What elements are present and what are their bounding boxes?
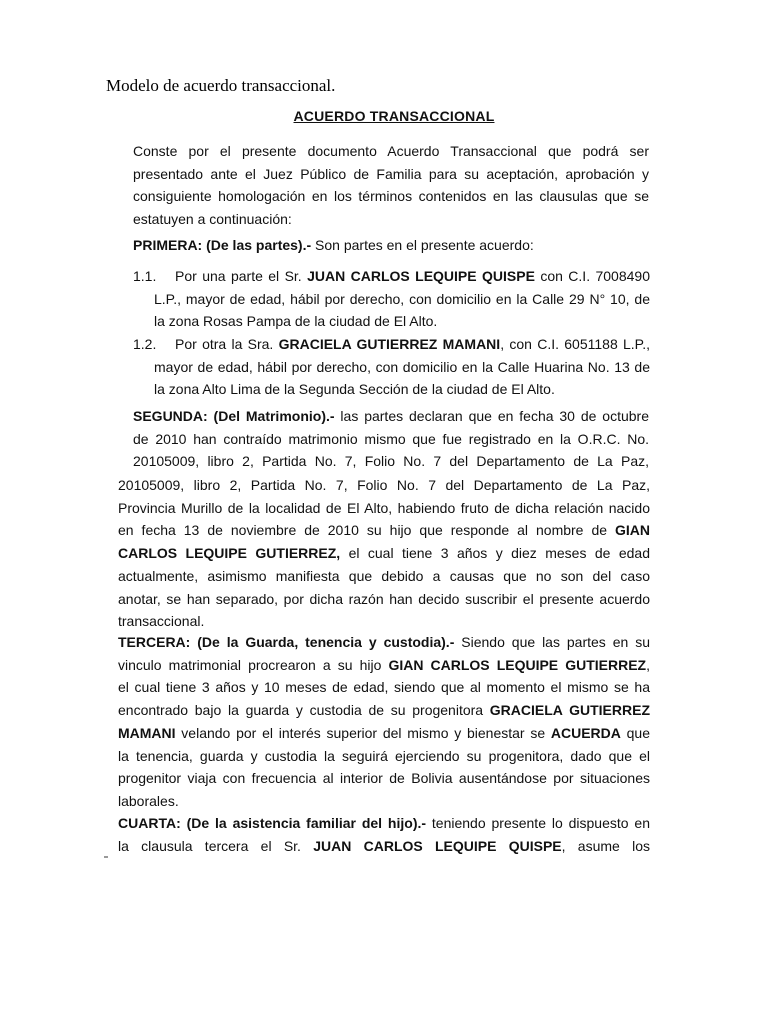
clause-text: la clausula tercera el Sr. xyxy=(118,837,314,854)
clause-text: anotar, se han separado, por dicha razón han decido suscribir el presente acuerdo xyxy=(118,590,650,607)
item-number: 1.1. xyxy=(133,268,157,284)
party-name: MAMANI xyxy=(118,724,176,741)
intro-line: estatuyen a continuación: xyxy=(133,211,292,228)
item-text: Por una parte el Sr. xyxy=(175,268,308,284)
clause-text: el cual tiene 3 años y 10 meses de edad, siendo que al momento el mismo se ha xyxy=(118,679,650,696)
clause-text: 20105009, libro 2, Partida No. 7, Folio No. 7 del Departamento de La Paz, xyxy=(133,453,649,470)
party-name: JUAN CARLOS LEQUIPE QUISPE xyxy=(313,837,562,854)
agreement-title xyxy=(0,108,768,126)
clause-text: transaccional. xyxy=(118,613,205,630)
clause-text: las partes declaran que en fecha 30 de octubre xyxy=(334,408,649,424)
item-text: mayor de edad, hábil por derecho, con domicilio en la Calle Huarina No. 13 de xyxy=(154,358,650,375)
clause-text: , asume los xyxy=(561,837,650,854)
intro-paragraph xyxy=(133,140,649,231)
party-name: GRACIELA GUTIERREZ MAMANI xyxy=(278,336,501,352)
item-text: , con C.I. 6051188 L.P., xyxy=(500,336,650,352)
child-name: CARLOS LEQUIPE GUTIERREZ, xyxy=(118,545,341,562)
clause-label: CUARTA: (De la asistencia familiar del hijo).- xyxy=(118,815,427,831)
item-text: L.P., mayor de edad, hábil por derecho, con domicilio en la Calle 29 N° 10, de xyxy=(154,290,650,307)
item-text: con C.I. 7008490 xyxy=(534,268,650,284)
clause-text: de 2010 han contraído matrimonio mismo que fue registrado en la O.R.C. No. xyxy=(133,430,649,447)
agreement-word: ACUERDA xyxy=(550,724,621,741)
clause-label: SEGUNDA: (Del Matrimonio).- xyxy=(133,408,335,424)
clause-text: en fecha 13 de noviembre de 2010 su hijo que responde al nombre de xyxy=(118,522,615,539)
item-number: 1.2. xyxy=(133,336,157,352)
scan-mark xyxy=(104,856,108,858)
clause-text: progenitor viaja con frecuencia al interior de Bolivia ausentándose por situaciones xyxy=(118,770,650,787)
clause-segunda xyxy=(133,405,649,473)
title-text: ACUERDO TRANSACCIONAL xyxy=(293,108,495,124)
clause-text: teniendo presente lo dispuesto en xyxy=(426,815,650,831)
item-text: la zona Rosas Pampa de la ciudad de El Alto. xyxy=(154,313,438,330)
party-name: GRACIELA GUTIERREZ xyxy=(489,702,650,719)
clause-text: Siendo que las partes en su xyxy=(454,634,650,650)
clause-text: 20105009, libro 2, Partida No. 7, Folio No. 7 del Departamento de La Paz, xyxy=(118,477,650,493)
clause-primera xyxy=(133,234,649,257)
clause-text: Son partes en el presente acuerdo: xyxy=(311,237,534,253)
clause-text: laborales. xyxy=(118,792,179,809)
clause-text: vinculo matrimonial procrearon a su hijo xyxy=(118,656,389,673)
clause-text: el cual tiene 3 años y diez meses de edad xyxy=(340,545,650,562)
clause-text: que xyxy=(620,724,651,741)
item-text: Por otra la Sra. xyxy=(175,336,279,352)
intro-line: presentado ante el Juez Público de Familia para su aceptación, aprobación y xyxy=(133,165,649,182)
clause-tercera xyxy=(118,631,650,813)
clause-text: la tenencia, guarda y custodia la seguirá ejerciendo su progenitora, dado que el xyxy=(118,747,650,764)
item-text: la zona Alto Lima de la Segunda Sección de la ciudad de El Alto. xyxy=(154,381,555,398)
clause-text: actualmente, asimismo manifiesta que debido a causas que no son del caso xyxy=(118,567,650,584)
child-name: GIAN xyxy=(615,522,650,539)
clause-text: velando por el interés superior del mismo y bienestar se xyxy=(175,724,551,741)
clause-cuarta xyxy=(118,812,650,857)
clause-label: PRIMERA: (De las partes).- xyxy=(133,237,312,253)
clause-text: , xyxy=(646,656,650,673)
clause-segunda-continued xyxy=(118,474,650,633)
clause-text: Provincia Murillo de la localidad de El Alto, habiendo fruto de dicha relación nacido xyxy=(118,499,650,516)
intro-line: Conste por el presente documento Acuerdo Transaccional que podrá ser xyxy=(133,143,649,159)
document-heading: Modelo de acuerdo transaccional. xyxy=(106,76,336,95)
clause-text: encontrado bajo la guarda y custodia de su progenitora xyxy=(118,702,490,719)
intro-line: consiguiente homologación en los términos contenidos en las clausulas que se xyxy=(133,188,649,205)
party-name: JUAN CARLOS LEQUIPE QUISPE xyxy=(307,268,535,284)
child-name: GIAN CARLOS LEQUIPE GUTIERREZ xyxy=(388,656,647,673)
clause-label: TERCERA: (De la Guarda, tenencia y custodia).- xyxy=(118,634,455,650)
